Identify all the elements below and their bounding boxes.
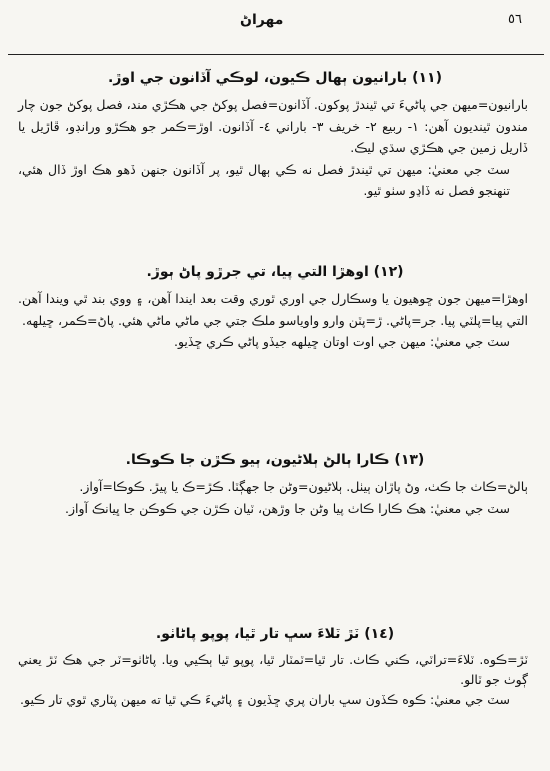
meaning-paragraph: سٽ جي معنيٰ: ڪوه ڪڏون سڀ باران پري ڇڏيون ۽ پاڻيءَ ڪي ٿيا ته ميهن پٽاري ٿوي تار ڪيو. [20, 692, 510, 707]
meaning-paragraph: سٽ جي معنيٰ: هڪ ڪارا ڪاٺ پيا وڻن جا وڙهن، ٽيان ڪڙن جي ڪوڪن جا ڀيانڪ آواز. [64, 500, 510, 516]
meaning-paragraph: سٽ جي معنيٰ: ميهن جي اوت اوتان ڇيلهه جيڏو پاڻي ڪري ڇڏيو. [174, 334, 510, 349]
gloss-paragraph: بارانيون=ميهن جي پاڻيءَ تي ٿيندڙ پوکون. آڏانون=فصل پوکڻ جي هڪڙي مند، فصل پوکڻ جون چار مندون ٿينديون آهن: ١- ربيع ٢- خريف ٣- باراني ٤- آڏانون. اوڙ=ڪمر جو هڪڙو ورانڊو، ڦاڙيل يا ڏاريل زمين جي هڪڙي سڌي ليڪ. [18, 97, 528, 155]
section-13 [0, 450, 550, 519]
header-divider [8, 54, 544, 55]
section-14 [0, 624, 550, 710]
page-number: ٥٦ [508, 12, 522, 27]
meaning-paragraph: سٽ جي معنيٰ: ميهن تي ٿيندڙ فصل نه ڪي ٻهال ٿيو، پر آڏانون جنهن ڏهو هڪ اوڙ ڏال هئي، تنهنجو فصل نه ڏاڍو سٺو ٿيو. [18, 161, 510, 198]
gloss-paragraph: اوهڙا=ميهن جون ڇوهيون يا وسڪارل جي اوري ٿوري وقت بعد ايندا آهن، ۽ ووي بند ٿي ويندا آهن. التي پيا=پلٽي پيا. جر=پاڻي. ڙ=پٽن وارو واوياسو ملڪ جتي جي ماڻي ماڻي هئي. پاڻ=ڪمر، ڇيلهه. [18, 291, 528, 328]
running-title: مهراڻ [240, 12, 284, 28]
section-11 [0, 68, 550, 202]
section-heading: (١١) بارانيون ٻهال ڪيون، لوڪي آڏانون جي اوڙ. [108, 70, 442, 86]
gloss-paragraph: ٽڙ=ڪوه. ٽلاءَ=تراٽي، ڪني ڪاٺ. تار ٿيا=ٽمٽار ٿيا، پوپو ٿيا ٻڪيي ويا. پاڻاٺو=ٽر جي هڪ ٽڙ يعني ڳوٺ جو ٽالو. [18, 652, 528, 687]
section-12 [0, 262, 550, 353]
section-heading: (١٢) اوهڙا التي پيا، تي جرڙو پاڻ ٻوڙ. [146, 264, 404, 280]
gloss-paragraph: ٻالڻ=ڪاٺ جا ڪٺ، وڻ پاڙان ٻيٺل. ٻلاڻيون=وڻن جا جهڳٽا. ڪڙ=ڪ يا پيڙ. ڪوڪا=آواز. [79, 479, 528, 494]
section-heading: (١٣) ڪارا ٻالڻ ٻلاڻيون، ٻيو ڪڙن جا ڪوڪا. [125, 452, 425, 468]
section-heading: (١٤) ٽڙ ٽلاءَ سڀ تار ٿيا، پوپو پاڻاٺو. [155, 626, 395, 642]
page-header [0, 0, 550, 62]
